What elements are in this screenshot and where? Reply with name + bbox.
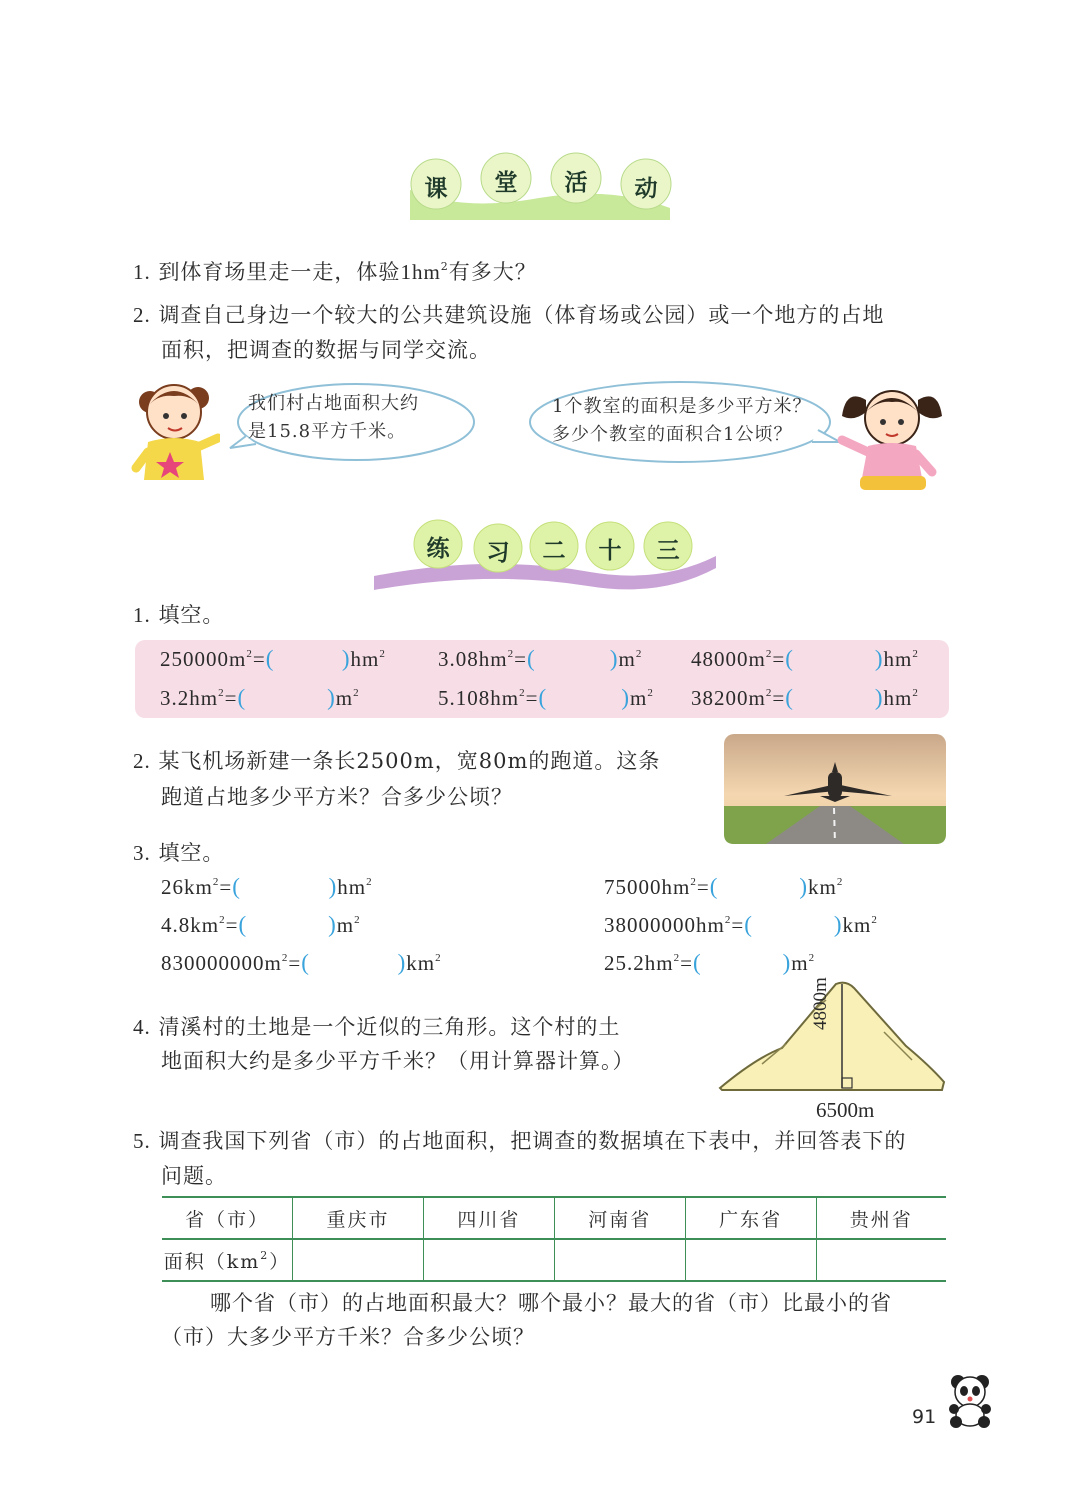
expression: 5.108hm [438,686,520,710]
exponent: 2 [435,952,442,964]
question-text: 地面积大约是多少平方千米？（用计算器计算。） [161,1049,635,1073]
exponent: 2 [507,648,515,660]
exponent: 2 [379,648,386,660]
unit: km [842,913,872,937]
question-number: 1. [133,603,151,627]
equals: = [696,875,710,899]
exponent: 2 [354,914,361,926]
question-text: 跑道占地多少平方米？合多少公顷？ [161,785,513,809]
exponent: 2 [647,687,654,699]
answer-blank[interactable]: ( ) [265,646,351,671]
exponent: 2 [519,687,526,699]
exponent: 2 [808,952,816,964]
unit: km [808,875,837,899]
value: 1hm [400,260,441,284]
banner-char: 活 [564,169,588,196]
question-text: 填空。 [158,841,225,865]
exponent: 2 [366,876,373,888]
exponent: 2 [260,1248,270,1262]
table-cell-input[interactable] [554,1239,685,1281]
question-text: 哪个省（市）的占地面积最大？哪个最小？最大的省（市）比最小的省 [210,1291,892,1315]
question-number: 3. [133,841,151,865]
question-text: 某飞机场新建一条长2500m，宽80m的跑道。这条 [158,749,661,773]
exponent: 2 [836,876,844,888]
expression: 25.2hm [604,951,674,975]
activity-question-2 [133,298,884,332]
exponent: 2 [765,648,773,660]
table-header-cell: 河南省 [554,1197,685,1239]
exponent: 2 [673,952,681,964]
expression: 250000m [160,647,247,671]
airplane-runway-photo [724,734,946,844]
exponent: 2 [765,687,773,699]
question-text: 清溪村的土地是一个近似的三角形。这个村的土 [158,1015,621,1039]
question-text: 到体育场里走一走，体验 [158,260,401,284]
answer-blank[interactable]: ( ) [785,685,884,710]
banner-char: 二 [542,537,566,564]
table-header-row [162,1197,946,1239]
banner-char: 课 [424,175,448,202]
bubble-right-line-2: 多少个教室的面积合1公顷？ [552,424,793,445]
question-number: 4. [133,1015,151,1039]
fill-blank-item [604,870,843,904]
table-row [162,1239,946,1281]
exponent: 2 [246,648,253,660]
expression: 38200m [691,686,766,710]
height-label: 4800m [810,977,831,1030]
equals: = [219,875,233,899]
table-header-cell: 四川省 [423,1197,554,1239]
question-number: 2. [133,303,151,327]
question-text: 调查自己身边一个较大的公共建筑设施（体育场或公园）或一个地方的占地 [158,303,885,327]
unit: m [630,686,648,710]
answer-blank[interactable]: ( ) [692,950,792,975]
table-cell-input[interactable] [816,1239,946,1281]
expression: 75000hm [604,875,691,899]
expression: 48000m [691,647,766,671]
exponent: 2 [912,687,919,699]
bubble-left-line-2: 是15.8平方千米。 [248,421,407,442]
answer-blank[interactable]: ( ) [238,912,337,937]
expression: 4.8km [161,913,220,937]
problem-1-title [133,598,224,632]
activity-question-1 [133,255,537,289]
unit: m [618,647,636,671]
girl-left-illustration [130,372,220,490]
exponent: 2 [635,648,643,660]
unit: km [406,951,436,975]
equals: = [288,951,302,975]
fill-blank-item [691,681,919,715]
equals: = [772,647,786,671]
fill-blank-item [161,870,373,904]
expression: 3.2hm [160,686,219,710]
equals: = [514,647,527,671]
exponent: 2 [212,876,220,888]
answer-blank[interactable]: ( ) [709,874,809,899]
expression: 26km [161,875,213,899]
table-cell-input[interactable] [293,1239,424,1281]
unit: hm [337,875,367,899]
province-area-table [162,1196,946,1282]
fill-blank-item [604,946,815,980]
exponent: 2 [724,914,732,926]
equals: = [224,686,238,710]
banner-char: 习 [486,539,510,566]
question-text: （市）大多少平方千米？合多少公顷？ [161,1325,535,1349]
equals: = [772,686,786,710]
fill-blank-item [160,642,386,676]
base-label: 6500m [816,1098,875,1122]
question-text: 填空。 [158,603,225,627]
answer-blank[interactable]: ( ) [301,950,407,975]
exponent: 2 [218,687,225,699]
question-text: 调查我国下列省（市）的占地面积，把调查的数据填在下表中，并回答表下的 [158,1129,907,1153]
exponent: 2 [219,914,226,926]
equals: = [525,686,539,710]
banner-char: 三 [656,537,680,564]
unit: hm [883,647,913,671]
table-cell-input[interactable] [685,1239,816,1281]
girl-right-illustration [836,380,946,494]
table-header-cell: 省（市） [162,1197,293,1239]
table-header-cell: 贵州省 [816,1197,946,1239]
fill-blank-item [160,681,360,715]
answer-blank[interactable]: ( ) [538,685,631,710]
answer-blank[interactable]: ( ) [237,685,336,710]
equals: = [225,913,239,937]
exponent: 2 [281,952,289,964]
bubble-left-line-1: 我们村占地面积大约 [248,393,419,414]
exercise-banner [370,506,720,602]
fill-blank-item [161,908,361,942]
expression: 3.08hm [438,647,508,671]
problem-3-title [133,836,224,870]
panda-icon [944,1372,996,1428]
problem-4 [133,1010,620,1044]
expression: 830000000m [161,951,282,975]
question-text: 有多大？ [448,260,537,284]
exponent: 2 [871,914,878,926]
exponent: 2 [440,260,449,273]
row-label-text: ） [269,1250,291,1273]
problem-2 [133,744,660,778]
answer-blank[interactable]: ( ) [526,646,619,671]
unit: m [791,951,809,975]
problem-5 [133,1124,906,1158]
equals: = [252,647,266,671]
expression: 38000000hm [604,913,725,937]
answer-blank[interactable]: ( ) [232,874,338,899]
banner-char: 堂 [494,169,518,196]
fill-blank-item [438,642,642,676]
exponent: 2 [912,648,919,660]
unit: m [336,913,355,937]
banner-char: 动 [634,175,658,202]
unit: hm [883,686,913,710]
table-cell-input[interactable] [423,1239,554,1281]
question-number: 5. [133,1129,151,1153]
question-number: 1. [133,260,151,284]
answer-blank[interactable]: ( ) [744,912,843,937]
question-number: 2. [133,749,151,773]
equals: = [731,913,745,937]
unit: m [335,686,354,710]
fill-blank-item [161,946,442,980]
question-text: 问题。 [161,1164,227,1188]
table-row-label [162,1239,293,1281]
table-header-cell: 重庆市 [293,1197,424,1239]
fill-blank-item [438,681,654,715]
equals: = [680,951,693,975]
question-text: 面积，把调查的数据与同学交流。 [161,338,491,362]
page-number: 91 [912,1406,937,1428]
fill-blank-item [604,908,878,942]
fill-blank-item [691,642,919,676]
exponent: 2 [690,876,697,888]
activity-banner [402,150,676,222]
exponent: 2 [353,687,360,699]
answer-blank[interactable]: ( ) [785,646,884,671]
bubble-right-line-1: 1个教室的面积是多少平方米？ [552,396,812,417]
banner-char: 练 [426,535,450,562]
banner-char: 十 [598,537,622,564]
unit: hm [350,647,380,671]
table-header-cell: 广东省 [685,1197,816,1239]
row-label-text: 面积（km [163,1250,261,1273]
triangle-land-diagram [716,978,948,1094]
